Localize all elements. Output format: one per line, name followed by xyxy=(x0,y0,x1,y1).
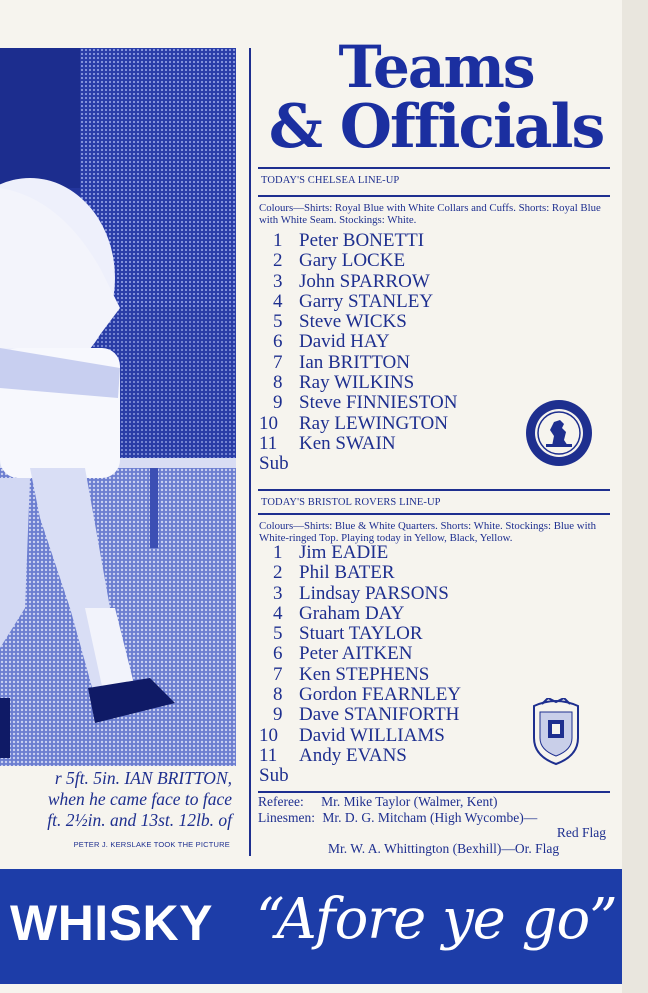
linesman-2: Mr. W. A. Whittington (Bexhill)—Or. Flag xyxy=(328,840,560,856)
player-name: Peter AITKEN xyxy=(299,643,413,665)
shirt-number: 11 xyxy=(259,432,278,454)
shirt-number: 3 xyxy=(273,582,283,604)
player-row xyxy=(259,414,559,434)
linesman-1-flag: Red Flag xyxy=(556,825,606,840)
player-name: Steve FINNIESTON xyxy=(299,392,458,414)
shirt-number: 11 xyxy=(259,744,278,766)
player-name: David WILLIAMS xyxy=(299,724,445,746)
shirt-number: 7 xyxy=(273,351,283,373)
player-row xyxy=(259,685,559,705)
shirt-number: 2 xyxy=(273,562,283,584)
player-name: Gordon FEARNLEY xyxy=(299,684,462,706)
chelsea-crest-icon xyxy=(524,398,594,468)
shirt-number: 8 xyxy=(273,684,283,706)
player-name: Stuart TAYLOR xyxy=(299,623,423,645)
referee-row xyxy=(258,794,610,810)
divider xyxy=(258,513,610,515)
sub-row xyxy=(259,454,559,474)
player-name: Ray WILKINS xyxy=(299,372,415,394)
player-name: Phil BATER xyxy=(299,562,395,584)
shirt-number: 10 xyxy=(259,412,278,434)
bristol-heading: TODAY'S BRISTOL ROVERS LINE-UP xyxy=(261,497,441,508)
player-row xyxy=(259,332,559,352)
shirt-number: 3 xyxy=(273,270,283,292)
player-row xyxy=(259,353,559,373)
shirt-number: 9 xyxy=(273,704,283,726)
caption-line: ft. 2½in. and 13st. 12lb. of xyxy=(47,810,232,830)
bristol-rovers-crest-icon xyxy=(528,698,584,766)
shirt-number: 10 xyxy=(259,724,278,746)
advert-slogan: “Afore ye go” xyxy=(256,887,617,952)
referee-label: Referee: xyxy=(258,794,304,809)
player-row xyxy=(259,231,559,251)
column-divider xyxy=(249,48,251,856)
caption-line: r 5ft. 5in. IAN BRITTON, xyxy=(54,768,232,788)
photo-caption xyxy=(0,768,232,831)
player-name: Ken STEPHENS xyxy=(299,663,430,685)
player-row xyxy=(259,373,559,393)
page-edge xyxy=(622,0,648,993)
title-line-2: & Officials xyxy=(268,92,604,162)
player-row xyxy=(259,251,559,271)
match-photo xyxy=(0,48,236,766)
officials xyxy=(258,794,610,856)
caption-line: when he came face to face xyxy=(47,789,232,809)
page-title xyxy=(258,33,614,162)
advert-word: WHISKY xyxy=(10,895,213,951)
player-name: Andy EVANS xyxy=(299,744,407,766)
photo-credit: PETER J. KERSLAKE TOOK THE PICTURE xyxy=(73,840,230,849)
player-row xyxy=(259,705,559,725)
player-name: Peter BONETTI xyxy=(299,230,425,251)
player-row xyxy=(259,292,559,312)
player-row xyxy=(259,543,559,563)
linesmen-label: Linesmen: xyxy=(258,809,315,825)
shirt-number: 7 xyxy=(273,663,283,685)
player-name: Gary LOCKE xyxy=(299,250,406,272)
player-name: John SPARROW xyxy=(299,270,430,292)
sub-row xyxy=(259,766,559,786)
shirt-number: 4 xyxy=(273,290,283,312)
player-row xyxy=(259,604,559,624)
shirt-number: 5 xyxy=(273,311,283,333)
player-name: Garry STANLEY xyxy=(299,290,434,312)
player-row xyxy=(259,393,559,413)
shirt-number: 6 xyxy=(273,643,283,665)
sub-label: Sub xyxy=(259,765,289,787)
player-name: Ray LEWINGTON xyxy=(299,412,448,434)
shirt-number: 1 xyxy=(273,230,283,251)
player-row xyxy=(259,563,559,583)
player-name: Dave STANIFORTH xyxy=(299,704,460,726)
player-row xyxy=(259,624,559,644)
divider xyxy=(258,791,610,793)
player-row xyxy=(259,665,559,685)
shirt-number: 6 xyxy=(273,331,283,353)
shirt-number: 9 xyxy=(273,392,283,414)
chelsea-heading: TODAY'S CHELSEA LINE-UP xyxy=(261,175,400,186)
player-row xyxy=(259,746,559,766)
player-row xyxy=(259,272,559,292)
shirt-number: 1 xyxy=(273,542,283,563)
linesman-row xyxy=(258,810,610,826)
shirt-number: 2 xyxy=(273,250,283,272)
player-row xyxy=(259,644,559,664)
player-name: David HAY xyxy=(299,331,390,353)
player-row xyxy=(259,726,559,746)
player-row xyxy=(259,434,559,454)
title-line-1: Teams xyxy=(338,33,534,101)
player-row xyxy=(259,312,559,332)
player-row xyxy=(259,584,559,604)
shirt-number: 4 xyxy=(273,602,283,624)
divider xyxy=(258,195,610,197)
referee-name: Mr. Mike Taylor (Walmer, Kent) xyxy=(321,794,498,809)
linesman-1: Mr. D. G. Mitcham (High Wycombe)— xyxy=(322,809,538,825)
divider xyxy=(258,489,610,491)
player-name: Graham DAY xyxy=(299,602,405,624)
shirt-number: 8 xyxy=(273,372,283,394)
player-name: Steve WICKS xyxy=(299,311,407,333)
bristol-lineup xyxy=(259,543,559,787)
chelsea-lineup xyxy=(259,231,559,475)
player-name: Jim EADIE xyxy=(299,542,389,563)
sub-label: Sub xyxy=(259,453,289,475)
player-name: Ken SWAIN xyxy=(299,432,396,454)
shirt-number: 5 xyxy=(273,623,283,645)
player-name: Ian BRITTON xyxy=(299,351,410,373)
bristol-colours: Colours—Shirts: Blue & White Quarters. Shorts: White. Stockings: Blue with White-ringed Top. Playing today in Yellow, Black, Yellow. xyxy=(259,520,596,544)
chelsea-colours: Colours—Shirts: Royal Blue with White Collars and Cuffs. Shorts: Royal Blue with White Seam. Stockings: White. xyxy=(259,202,601,226)
divider xyxy=(258,167,610,169)
player-name: Lindsay PARSONS xyxy=(299,582,449,604)
